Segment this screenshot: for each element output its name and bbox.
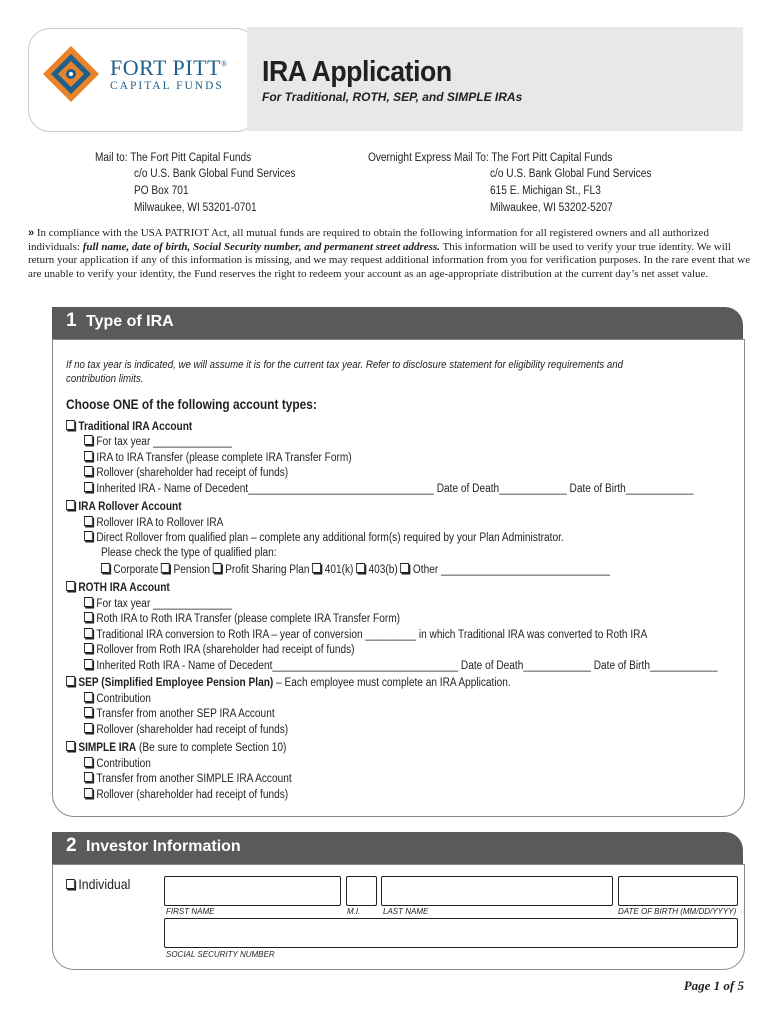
checkbox[interactable] bbox=[66, 741, 75, 751]
sep-ira-option[interactable]: SEP (Simplified Employee Pension Plan) – Each employee must complete an IRA Application. bbox=[66, 676, 511, 689]
checkbox[interactable] bbox=[84, 531, 93, 541]
mail-to-line-1: Mail to: The Fort Pitt Capital Funds bbox=[95, 152, 252, 164]
registered-mark: ® bbox=[220, 59, 228, 69]
roth-transfer-option[interactable]: Roth IRA to Roth IRA Transfer (please complete IRA Transfer Form) bbox=[84, 612, 400, 625]
plan-type-options bbox=[101, 563, 610, 576]
checkbox[interactable] bbox=[161, 563, 170, 573]
section-number: 1 bbox=[66, 310, 77, 331]
checkbox[interactable] bbox=[66, 676, 75, 686]
last-name-label: LAST NAME bbox=[383, 907, 429, 916]
checkbox[interactable] bbox=[84, 659, 93, 669]
last-name-field[interactable] bbox=[381, 876, 613, 906]
checkbox[interactable] bbox=[356, 563, 365, 573]
plan-403b[interactable]: 403(b) bbox=[356, 564, 398, 576]
traditional-tax-year-option[interactable]: For tax year ______________ bbox=[84, 435, 232, 448]
overnight-line-1: Overnight Express Mail To: The Fort Pitt Capital Funds bbox=[368, 152, 613, 164]
page-title: IRA Application bbox=[262, 56, 452, 88]
traditional-inherited-option[interactable]: Inherited IRA - Name of Decedent_________________________________ Date of Death____________ Date of Birth____________ bbox=[84, 482, 693, 495]
checkbox[interactable] bbox=[66, 581, 75, 591]
section-title: Type of IRA bbox=[86, 313, 174, 330]
checkbox[interactable] bbox=[84, 772, 93, 782]
checkbox[interactable] bbox=[312, 563, 321, 573]
rollover-ira-option[interactable]: Rollover IRA to Rollover IRA bbox=[84, 516, 223, 529]
overnight-line-4: Milwaukee, WI 53202-5207 bbox=[490, 202, 613, 214]
checkbox[interactable] bbox=[84, 707, 93, 717]
date-of-birth-field[interactable] bbox=[618, 876, 738, 906]
plan-401k[interactable]: 401(k) bbox=[312, 564, 353, 576]
section-title: Investor Information bbox=[86, 838, 241, 855]
page-subtitle: For Traditional, ROTH, SEP, and SIMPLE IRAs bbox=[262, 90, 523, 104]
patriot-act-notice: » In compliance with the USA PATRIOT Act, all mutual funds are required to obtain the following information for all registered owners and all authorized individuals: full name, date of birth, Social Security number, and permanent street address. This information will be used to verify your true identity. We will return your application if any of this information is missing, and we may request additional information from you for verification purposes. In the rare event that we are unable to verify your identity, the Fund reserves the right to redeem your account as an age-appropriate distribution at the current day’s net asset value. bbox=[28, 227, 751, 280]
traditional-transfer-option[interactable]: IRA to IRA Transfer (please complete IRA Transfer Form) bbox=[84, 451, 352, 464]
simple-rollover-option[interactable]: Rollover (shareholder had receipt of funds) bbox=[84, 788, 288, 801]
plan-profit-sharing[interactable]: Profit Sharing Plan bbox=[213, 564, 310, 576]
first-name-field[interactable] bbox=[164, 876, 341, 906]
mail-to-line-2: c/o U.S. Bank Global Fund Services bbox=[134, 168, 296, 180]
logo-subtitle: CAPITAL FUNDS bbox=[110, 80, 224, 92]
sep-rollover-option[interactable]: Rollover (shareholder had receipt of funds) bbox=[84, 723, 288, 736]
direct-rollover-option[interactable]: Direct Rollover from qualified plan – complete any additional form(s) required by your Plan Administrator. bbox=[84, 531, 564, 544]
checkbox[interactable] bbox=[84, 643, 93, 653]
checkbox[interactable] bbox=[84, 692, 93, 702]
ssn-label: SOCIAL SECURITY NUMBER bbox=[166, 950, 275, 959]
checkbox[interactable] bbox=[84, 466, 93, 476]
individual-option[interactable]: Individual bbox=[66, 876, 130, 892]
checkbox[interactable] bbox=[401, 563, 410, 573]
roth-inherited-option[interactable]: Inherited Roth IRA - Name of Decedent_________________________________ Date of Death____________ Date of Birth____________ bbox=[84, 659, 718, 672]
mail-to-line-4: Milwaukee, WI 53201-0701 bbox=[134, 202, 257, 214]
plan-corporate[interactable]: Corporate bbox=[101, 564, 158, 576]
checkbox[interactable] bbox=[84, 451, 93, 461]
tax-year-note: If no tax year is indicated, we will assume it is for the current tax year. Refer to disclosure statement for eligibility requirements and contribution limits. bbox=[66, 359, 624, 385]
checkbox[interactable] bbox=[84, 757, 93, 767]
roth-conversion-option[interactable]: Traditional IRA conversion to Roth IRA – year of conversion _________ in which Traditional IRA was converted to Roth IRA bbox=[84, 628, 647, 641]
overnight-line-3: 615 E. Michigan St., FL3 bbox=[490, 185, 601, 197]
section-number: 2 bbox=[66, 835, 77, 856]
page-number: Page 1 of 5 bbox=[683, 978, 744, 993]
fort-pitt-logo-mark bbox=[42, 45, 100, 103]
checkbox[interactable] bbox=[84, 516, 93, 526]
checkbox[interactable] bbox=[84, 788, 93, 798]
plan-other[interactable]: Other ______________________________ bbox=[401, 564, 610, 576]
checkbox[interactable] bbox=[84, 435, 93, 445]
chevron-icon: » bbox=[28, 227, 35, 239]
checkbox[interactable] bbox=[84, 612, 93, 622]
ira-rollover-option[interactable]: IRA Rollover Account bbox=[66, 500, 182, 513]
roth-tax-year-option[interactable]: For tax year ______________ bbox=[84, 597, 232, 610]
checkbox[interactable] bbox=[84, 597, 93, 607]
traditional-rollover-option[interactable]: Rollover (shareholder had receipt of funds) bbox=[84, 466, 288, 479]
logo-name: FORT PITT® bbox=[110, 55, 228, 80]
plan-pension[interactable]: Pension bbox=[161, 564, 210, 576]
traditional-ira-option[interactable]: Traditional IRA Account bbox=[66, 420, 192, 433]
checkbox[interactable] bbox=[84, 628, 93, 638]
checkbox[interactable] bbox=[66, 420, 75, 430]
middle-initial-label: M.I. bbox=[347, 907, 361, 916]
section-2-header bbox=[52, 832, 743, 864]
checkbox[interactable] bbox=[213, 563, 222, 573]
simple-contribution-option[interactable]: Contribution bbox=[84, 757, 151, 770]
date-of-birth-label: DATE OF BIRTH (MM/DD/YYYY) bbox=[618, 907, 737, 916]
checkbox[interactable] bbox=[66, 879, 75, 889]
section-1-header bbox=[52, 307, 743, 339]
sep-contribution-option[interactable]: Contribution bbox=[84, 692, 151, 705]
checkbox[interactable] bbox=[101, 563, 110, 573]
roth-ira-option[interactable]: ROTH IRA Account bbox=[66, 581, 170, 594]
checkbox[interactable] bbox=[84, 482, 93, 492]
ssn-field[interactable] bbox=[164, 918, 738, 948]
middle-initial-field[interactable] bbox=[346, 876, 377, 906]
roth-rollover-option[interactable]: Rollover from Roth IRA (shareholder had receipt of funds) bbox=[84, 643, 355, 656]
sep-transfer-option[interactable]: Transfer from another SEP IRA Account bbox=[84, 707, 275, 720]
checkbox[interactable] bbox=[66, 500, 75, 510]
overnight-line-2: c/o U.S. Bank Global Fund Services bbox=[490, 168, 652, 180]
simple-transfer-option[interactable]: Transfer from another SIMPLE IRA Account bbox=[84, 772, 292, 785]
mail-to-line-3: PO Box 701 bbox=[134, 185, 189, 197]
simple-ira-option[interactable]: SIMPLE IRA (Be sure to complete Section 10) bbox=[66, 741, 286, 754]
first-name-label: FIRST NAME bbox=[166, 907, 215, 916]
checkbox[interactable] bbox=[84, 723, 93, 733]
choose-heading: Choose ONE of the following account types: bbox=[66, 397, 317, 412]
plan-type-prompt: Please check the type of qualified plan: bbox=[101, 547, 277, 559]
